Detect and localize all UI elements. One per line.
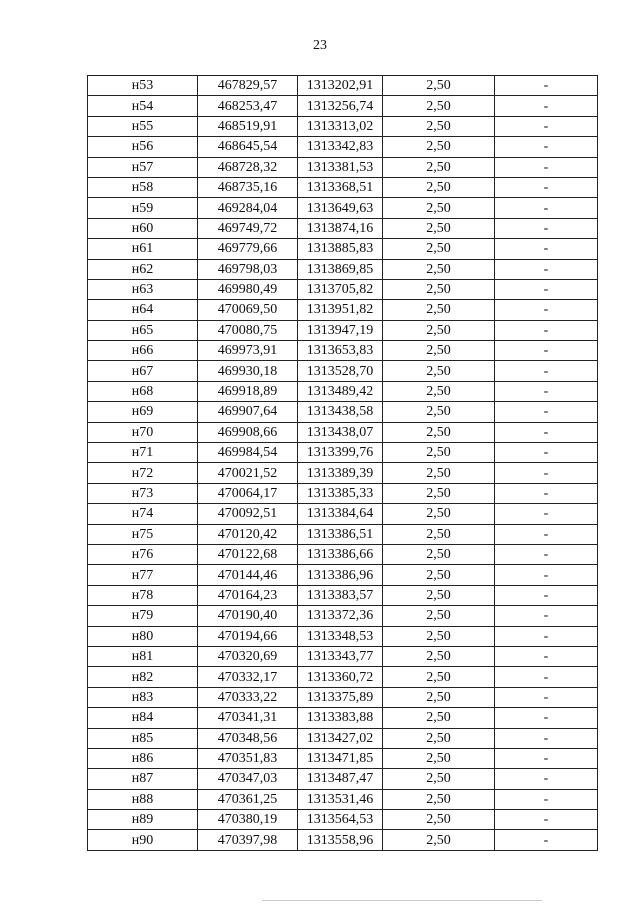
point-id-cell: н90 bbox=[88, 830, 198, 850]
accuracy-cell: 2,50 bbox=[383, 402, 495, 422]
x-coordinate-cell: 469980,49 bbox=[198, 279, 298, 299]
point-id-cell: н73 bbox=[88, 483, 198, 503]
y-coordinate-cell: 1313869,85 bbox=[298, 259, 383, 279]
point-id-cell: н77 bbox=[88, 565, 198, 585]
y-coordinate-cell: 1313874,16 bbox=[298, 218, 383, 238]
point-id-cell: н86 bbox=[88, 748, 198, 768]
accuracy-cell: 2,50 bbox=[383, 606, 495, 626]
y-coordinate-cell: 1313649,63 bbox=[298, 198, 383, 218]
point-id-cell: н83 bbox=[88, 687, 198, 707]
y-coordinate-cell: 1313375,89 bbox=[298, 687, 383, 707]
note-cell: - bbox=[495, 463, 598, 483]
y-coordinate-cell: 1313438,58 bbox=[298, 402, 383, 422]
x-coordinate-cell: 468645,54 bbox=[198, 137, 298, 157]
x-coordinate-cell: 470347,03 bbox=[198, 769, 298, 789]
table-row bbox=[88, 830, 598, 850]
x-coordinate-cell: 469779,66 bbox=[198, 239, 298, 259]
note-cell: - bbox=[495, 96, 598, 116]
note-cell: - bbox=[495, 565, 598, 585]
accuracy-cell: 2,50 bbox=[383, 483, 495, 503]
note-cell: - bbox=[495, 769, 598, 789]
point-id-cell: н79 bbox=[88, 606, 198, 626]
table-row bbox=[88, 810, 598, 830]
table-row bbox=[88, 504, 598, 524]
x-coordinate-cell: 468519,91 bbox=[198, 116, 298, 136]
x-coordinate-cell: 470021,52 bbox=[198, 463, 298, 483]
table-row bbox=[88, 748, 598, 768]
note-cell: - bbox=[495, 830, 598, 850]
point-id-cell: н78 bbox=[88, 585, 198, 605]
y-coordinate-cell: 1313386,51 bbox=[298, 524, 383, 544]
accuracy-cell: 2,50 bbox=[383, 524, 495, 544]
y-coordinate-cell: 1313385,33 bbox=[298, 483, 383, 503]
point-id-cell: н81 bbox=[88, 646, 198, 666]
y-coordinate-cell: 1313885,83 bbox=[298, 239, 383, 259]
point-id-cell: н66 bbox=[88, 341, 198, 361]
table-row bbox=[88, 76, 598, 96]
y-coordinate-cell: 1313342,83 bbox=[298, 137, 383, 157]
x-coordinate-cell: 470194,66 bbox=[198, 626, 298, 646]
table-row bbox=[88, 667, 598, 687]
x-coordinate-cell: 470080,75 bbox=[198, 320, 298, 340]
page-number: 23 bbox=[313, 38, 327, 53]
x-coordinate-cell: 470361,25 bbox=[198, 789, 298, 809]
note-cell: - bbox=[495, 810, 598, 830]
accuracy-cell: 2,50 bbox=[383, 177, 495, 197]
y-coordinate-cell: 1313427,02 bbox=[298, 728, 383, 748]
note-cell: - bbox=[495, 606, 598, 626]
table-row bbox=[88, 687, 598, 707]
accuracy-cell: 2,50 bbox=[383, 463, 495, 483]
accuracy-cell: 2,50 bbox=[383, 687, 495, 707]
accuracy-cell: 2,50 bbox=[383, 381, 495, 401]
coordinates-table bbox=[87, 75, 598, 851]
accuracy-cell: 2,50 bbox=[383, 96, 495, 116]
y-coordinate-cell: 1313381,53 bbox=[298, 157, 383, 177]
x-coordinate-cell: 470120,42 bbox=[198, 524, 298, 544]
note-cell: - bbox=[495, 687, 598, 707]
note-cell: - bbox=[495, 483, 598, 503]
x-coordinate-cell: 470190,40 bbox=[198, 606, 298, 626]
accuracy-cell: 2,50 bbox=[383, 544, 495, 564]
point-id-cell: н63 bbox=[88, 279, 198, 299]
point-id-cell: н54 bbox=[88, 96, 198, 116]
table-row bbox=[88, 177, 598, 197]
note-cell: - bbox=[495, 341, 598, 361]
table-row bbox=[88, 708, 598, 728]
x-coordinate-cell: 468735,16 bbox=[198, 177, 298, 197]
note-cell: - bbox=[495, 279, 598, 299]
point-id-cell: н55 bbox=[88, 116, 198, 136]
note-cell: - bbox=[495, 76, 598, 96]
point-id-cell: н72 bbox=[88, 463, 198, 483]
accuracy-cell: 2,50 bbox=[383, 810, 495, 830]
note-cell: - bbox=[495, 198, 598, 218]
note-cell: - bbox=[495, 626, 598, 646]
table-row bbox=[88, 96, 598, 116]
x-coordinate-cell: 470380,19 bbox=[198, 810, 298, 830]
x-coordinate-cell: 469973,91 bbox=[198, 341, 298, 361]
x-coordinate-cell: 469749,72 bbox=[198, 218, 298, 238]
table-row bbox=[88, 463, 598, 483]
y-coordinate-cell: 1313399,76 bbox=[298, 443, 383, 463]
x-coordinate-cell: 470122,68 bbox=[198, 544, 298, 564]
note-cell: - bbox=[495, 443, 598, 463]
accuracy-cell: 2,50 bbox=[383, 728, 495, 748]
note-cell: - bbox=[495, 544, 598, 564]
x-coordinate-cell: 470332,17 bbox=[198, 667, 298, 687]
accuracy-cell: 2,50 bbox=[383, 443, 495, 463]
point-id-cell: н53 bbox=[88, 76, 198, 96]
y-coordinate-cell: 1313528,70 bbox=[298, 361, 383, 381]
table-row bbox=[88, 157, 598, 177]
table-row bbox=[88, 483, 598, 503]
y-coordinate-cell: 1313487,47 bbox=[298, 769, 383, 789]
accuracy-cell: 2,50 bbox=[383, 830, 495, 850]
note-cell: - bbox=[495, 646, 598, 666]
table-row bbox=[88, 239, 598, 259]
point-id-cell: н58 bbox=[88, 177, 198, 197]
table-row bbox=[88, 524, 598, 544]
point-id-cell: н61 bbox=[88, 239, 198, 259]
x-coordinate-cell: 470164,23 bbox=[198, 585, 298, 605]
y-coordinate-cell: 1313372,36 bbox=[298, 606, 383, 626]
x-coordinate-cell: 470351,83 bbox=[198, 748, 298, 768]
accuracy-cell: 2,50 bbox=[383, 789, 495, 809]
table-row bbox=[88, 218, 598, 238]
y-coordinate-cell: 1313348,53 bbox=[298, 626, 383, 646]
note-cell: - bbox=[495, 748, 598, 768]
accuracy-cell: 2,50 bbox=[383, 585, 495, 605]
y-coordinate-cell: 1313531,46 bbox=[298, 789, 383, 809]
y-coordinate-cell: 1313653,83 bbox=[298, 341, 383, 361]
x-coordinate-cell: 470064,17 bbox=[198, 483, 298, 503]
y-coordinate-cell: 1313368,51 bbox=[298, 177, 383, 197]
x-coordinate-cell: 470069,50 bbox=[198, 300, 298, 320]
point-id-cell: н75 bbox=[88, 524, 198, 544]
x-coordinate-cell: 469907,64 bbox=[198, 402, 298, 422]
note-cell: - bbox=[495, 667, 598, 687]
note-cell: - bbox=[495, 381, 598, 401]
table-row bbox=[88, 443, 598, 463]
table-row bbox=[88, 789, 598, 809]
y-coordinate-cell: 1313951,82 bbox=[298, 300, 383, 320]
note-cell: - bbox=[495, 157, 598, 177]
accuracy-cell: 2,50 bbox=[383, 320, 495, 340]
table-row bbox=[88, 422, 598, 442]
y-coordinate-cell: 1313343,77 bbox=[298, 646, 383, 666]
point-id-cell: н62 bbox=[88, 259, 198, 279]
x-coordinate-cell: 470144,46 bbox=[198, 565, 298, 585]
table-row bbox=[88, 626, 598, 646]
table-row bbox=[88, 259, 598, 279]
point-id-cell: н82 bbox=[88, 667, 198, 687]
table-row bbox=[88, 606, 598, 626]
accuracy-cell: 2,50 bbox=[383, 137, 495, 157]
x-coordinate-cell: 469908,66 bbox=[198, 422, 298, 442]
y-coordinate-cell: 1313389,39 bbox=[298, 463, 383, 483]
x-coordinate-cell: 469930,18 bbox=[198, 361, 298, 381]
point-id-cell: н88 bbox=[88, 789, 198, 809]
note-cell: - bbox=[495, 320, 598, 340]
accuracy-cell: 2,50 bbox=[383, 76, 495, 96]
table-row bbox=[88, 769, 598, 789]
y-coordinate-cell: 1313471,85 bbox=[298, 748, 383, 768]
note-cell: - bbox=[495, 137, 598, 157]
point-id-cell: н76 bbox=[88, 544, 198, 564]
y-coordinate-cell: 1313383,88 bbox=[298, 708, 383, 728]
note-cell: - bbox=[495, 728, 598, 748]
point-id-cell: н64 bbox=[88, 300, 198, 320]
point-id-cell: н67 bbox=[88, 361, 198, 381]
point-id-cell: н60 bbox=[88, 218, 198, 238]
point-id-cell: н85 bbox=[88, 728, 198, 748]
y-coordinate-cell: 1313313,02 bbox=[298, 116, 383, 136]
point-id-cell: н89 bbox=[88, 810, 198, 830]
x-coordinate-cell: 470092,51 bbox=[198, 504, 298, 524]
table-row bbox=[88, 116, 598, 136]
x-coordinate-cell: 470320,69 bbox=[198, 646, 298, 666]
note-cell: - bbox=[495, 585, 598, 605]
x-coordinate-cell: 469918,89 bbox=[198, 381, 298, 401]
x-coordinate-cell: 470397,98 bbox=[198, 830, 298, 850]
table-row bbox=[88, 728, 598, 748]
point-id-cell: н84 bbox=[88, 708, 198, 728]
note-cell: - bbox=[495, 504, 598, 524]
table-row bbox=[88, 341, 598, 361]
note-cell: - bbox=[495, 789, 598, 809]
x-coordinate-cell: 467829,57 bbox=[198, 76, 298, 96]
note-cell: - bbox=[495, 259, 598, 279]
table-row bbox=[88, 300, 598, 320]
y-coordinate-cell: 1313202,91 bbox=[298, 76, 383, 96]
point-id-cell: н59 bbox=[88, 198, 198, 218]
scan-edge-line bbox=[262, 900, 542, 901]
point-id-cell: н74 bbox=[88, 504, 198, 524]
y-coordinate-cell: 1313947,19 bbox=[298, 320, 383, 340]
note-cell: - bbox=[495, 524, 598, 544]
y-coordinate-cell: 1313360,72 bbox=[298, 667, 383, 687]
point-id-cell: н57 bbox=[88, 157, 198, 177]
table-row bbox=[88, 585, 598, 605]
table-row bbox=[88, 646, 598, 666]
note-cell: - bbox=[495, 218, 598, 238]
accuracy-cell: 2,50 bbox=[383, 218, 495, 238]
point-id-cell: н65 bbox=[88, 320, 198, 340]
coordinates-table-body bbox=[88, 76, 598, 851]
accuracy-cell: 2,50 bbox=[383, 667, 495, 687]
accuracy-cell: 2,50 bbox=[383, 341, 495, 361]
accuracy-cell: 2,50 bbox=[383, 116, 495, 136]
y-coordinate-cell: 1313383,57 bbox=[298, 585, 383, 605]
accuracy-cell: 2,50 bbox=[383, 626, 495, 646]
accuracy-cell: 2,50 bbox=[383, 422, 495, 442]
accuracy-cell: 2,50 bbox=[383, 769, 495, 789]
accuracy-cell: 2,50 bbox=[383, 279, 495, 299]
note-cell: - bbox=[495, 422, 598, 442]
y-coordinate-cell: 1313384,64 bbox=[298, 504, 383, 524]
table-row bbox=[88, 361, 598, 381]
y-coordinate-cell: 1313564,53 bbox=[298, 810, 383, 830]
x-coordinate-cell: 470341,31 bbox=[198, 708, 298, 728]
point-id-cell: н87 bbox=[88, 769, 198, 789]
y-coordinate-cell: 1313705,82 bbox=[298, 279, 383, 299]
accuracy-cell: 2,50 bbox=[383, 239, 495, 259]
note-cell: - bbox=[495, 300, 598, 320]
accuracy-cell: 2,50 bbox=[383, 708, 495, 728]
table-row bbox=[88, 402, 598, 422]
note-cell: - bbox=[495, 177, 598, 197]
x-coordinate-cell: 468253,47 bbox=[198, 96, 298, 116]
table-row bbox=[88, 381, 598, 401]
point-id-cell: н69 bbox=[88, 402, 198, 422]
point-id-cell: н68 bbox=[88, 381, 198, 401]
note-cell: - bbox=[495, 116, 598, 136]
x-coordinate-cell: 469798,03 bbox=[198, 259, 298, 279]
y-coordinate-cell: 1313256,74 bbox=[298, 96, 383, 116]
table-row bbox=[88, 198, 598, 218]
note-cell: - bbox=[495, 402, 598, 422]
y-coordinate-cell: 1313386,96 bbox=[298, 565, 383, 585]
note-cell: - bbox=[495, 239, 598, 259]
accuracy-cell: 2,50 bbox=[383, 565, 495, 585]
x-coordinate-cell: 468728,32 bbox=[198, 157, 298, 177]
point-id-cell: н70 bbox=[88, 422, 198, 442]
y-coordinate-cell: 1313558,96 bbox=[298, 830, 383, 850]
x-coordinate-cell: 469984,54 bbox=[198, 443, 298, 463]
point-id-cell: н80 bbox=[88, 626, 198, 646]
accuracy-cell: 2,50 bbox=[383, 504, 495, 524]
accuracy-cell: 2,50 bbox=[383, 361, 495, 381]
accuracy-cell: 2,50 bbox=[383, 646, 495, 666]
accuracy-cell: 2,50 bbox=[383, 198, 495, 218]
table-row bbox=[88, 320, 598, 340]
x-coordinate-cell: 470348,56 bbox=[198, 728, 298, 748]
x-coordinate-cell: 469284,04 bbox=[198, 198, 298, 218]
table-row bbox=[88, 565, 598, 585]
table-row bbox=[88, 279, 598, 299]
y-coordinate-cell: 1313489,42 bbox=[298, 381, 383, 401]
table-row bbox=[88, 544, 598, 564]
accuracy-cell: 2,50 bbox=[383, 157, 495, 177]
x-coordinate-cell: 470333,22 bbox=[198, 687, 298, 707]
point-id-cell: н56 bbox=[88, 137, 198, 157]
note-cell: - bbox=[495, 361, 598, 381]
y-coordinate-cell: 1313438,07 bbox=[298, 422, 383, 442]
accuracy-cell: 2,50 bbox=[383, 300, 495, 320]
accuracy-cell: 2,50 bbox=[383, 748, 495, 768]
y-coordinate-cell: 1313386,66 bbox=[298, 544, 383, 564]
table-row bbox=[88, 137, 598, 157]
point-id-cell: н71 bbox=[88, 443, 198, 463]
accuracy-cell: 2,50 bbox=[383, 259, 495, 279]
note-cell: - bbox=[495, 708, 598, 728]
